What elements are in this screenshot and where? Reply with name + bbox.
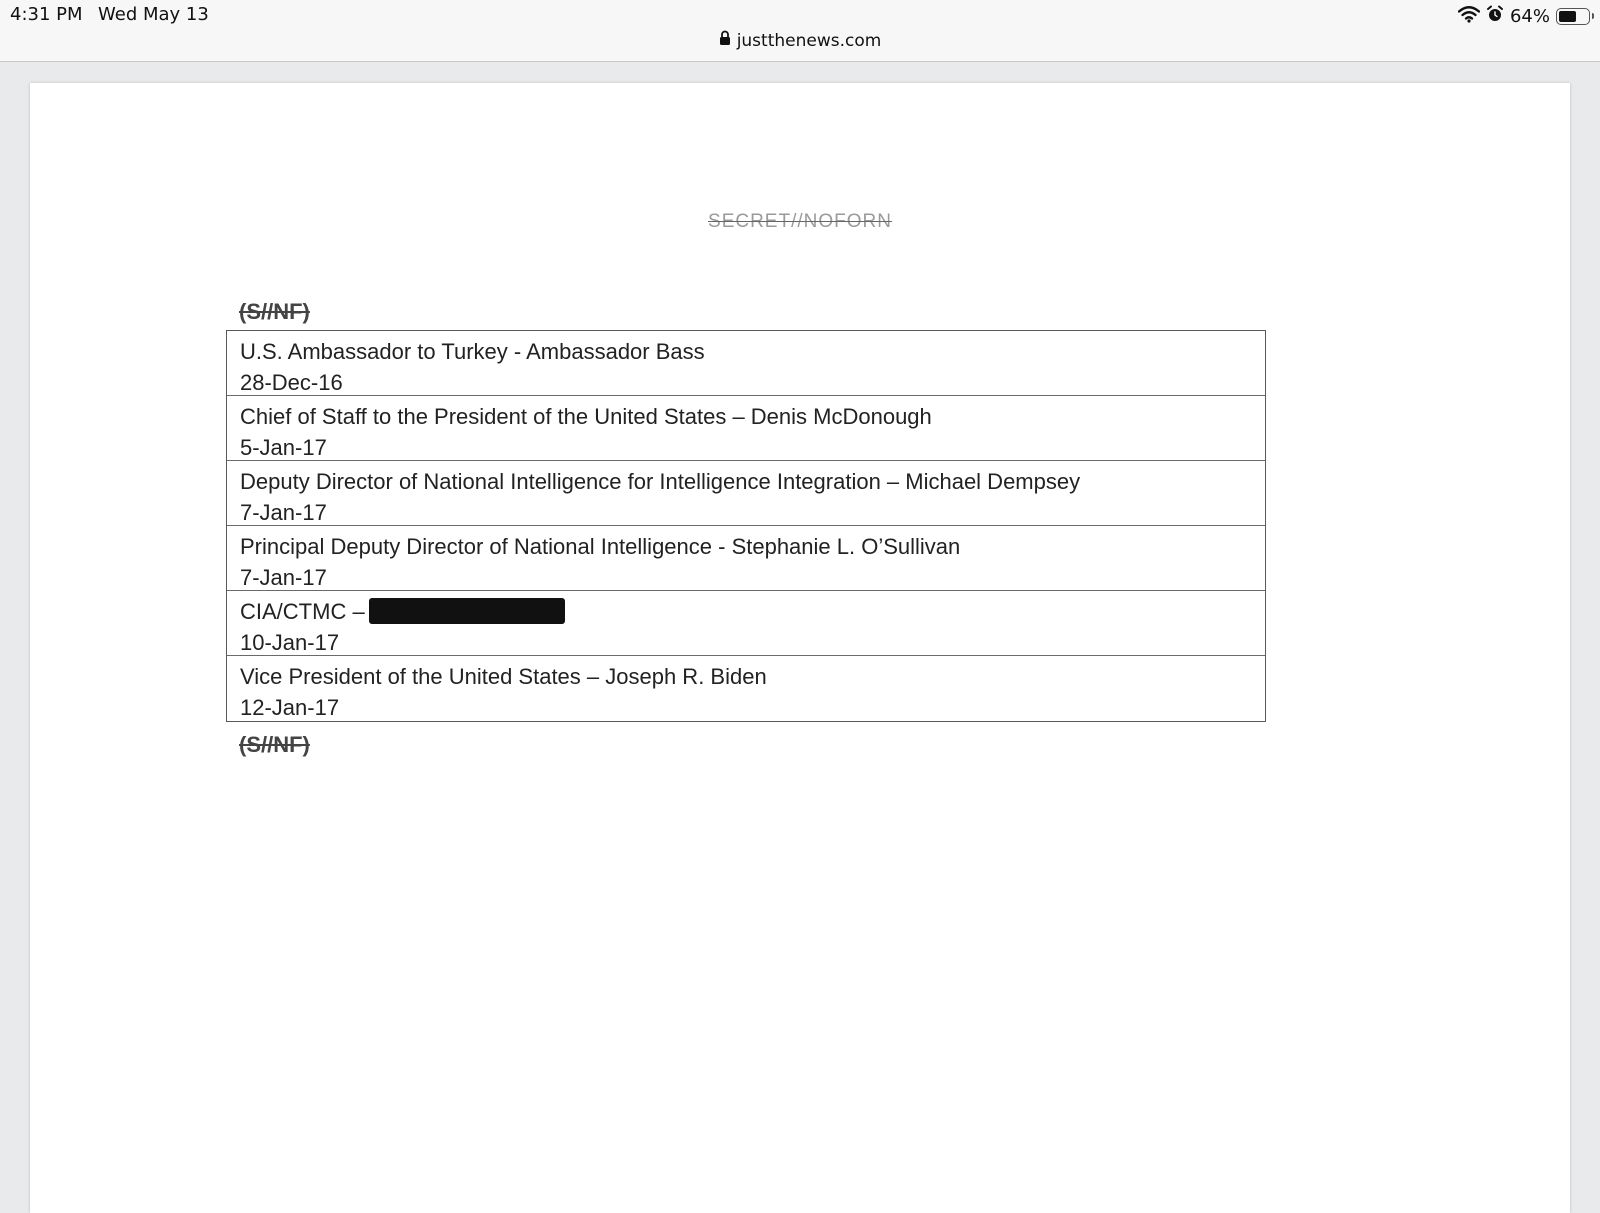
lock-icon [719,30,731,51]
address-bar[interactable] [0,30,1600,51]
portion-marking-bottom: (S//NF) [239,732,310,757]
row-title [240,661,1265,692]
row-date: 12-Jan-17 [240,695,340,720]
row-date: 10-Jan-17 [240,630,340,655]
wifi-icon [1458,5,1480,28]
row-title-text: U.S. Ambassador to Turkey - Ambassador Bass [240,339,705,364]
alarm-icon [1486,5,1504,28]
classification-header-text: SECRET//NOFORN [708,211,892,232]
row-title-text: CIA/CTMC – [240,599,365,624]
row-title [240,531,1265,562]
document-page [30,83,1570,1213]
table-row [227,461,1265,526]
portion-marking-top: (S//NF) [239,299,310,324]
battery-percent: 64% [1509,5,1550,27]
row-title-text: Chief of Staff to the President of the United States – Denis McDonough [240,404,932,429]
status-date: Wed May 13 [98,4,209,25]
table-row [227,396,1265,461]
battery-level-fill [1559,11,1576,22]
status-time: 4:31 PM [10,4,83,25]
table-row [227,656,1265,721]
row-title [240,466,1265,497]
row-date: 28-Dec-16 [240,370,343,395]
row-title-text: Deputy Director of National Intelligence for Intelligence Integration – Michael Dempsey [240,469,1081,494]
status-indicators [1458,4,1590,28]
row-date: 5-Jan-17 [240,435,327,460]
table-row [227,526,1265,591]
row-title-text: Principal Deputy Director of National Intelligence - Stephanie L. O’Sullivan [240,534,961,559]
row-title [240,401,1265,432]
recipients-table [226,330,1266,722]
row-title-text: Vice President of the United States – Joseph R. Biden [240,664,767,689]
row-title [240,596,1265,627]
row-date: 7-Jan-17 [240,565,327,590]
battery-icon [1556,8,1590,25]
table-row [227,331,1265,396]
browser-top-bar [0,0,1600,62]
redaction-block [369,598,565,624]
url-text[interactable]: justthenews.com [736,30,882,51]
classification-header [30,211,1570,233]
row-title [240,336,1265,367]
table-row [227,591,1265,656]
row-date: 7-Jan-17 [240,500,327,525]
